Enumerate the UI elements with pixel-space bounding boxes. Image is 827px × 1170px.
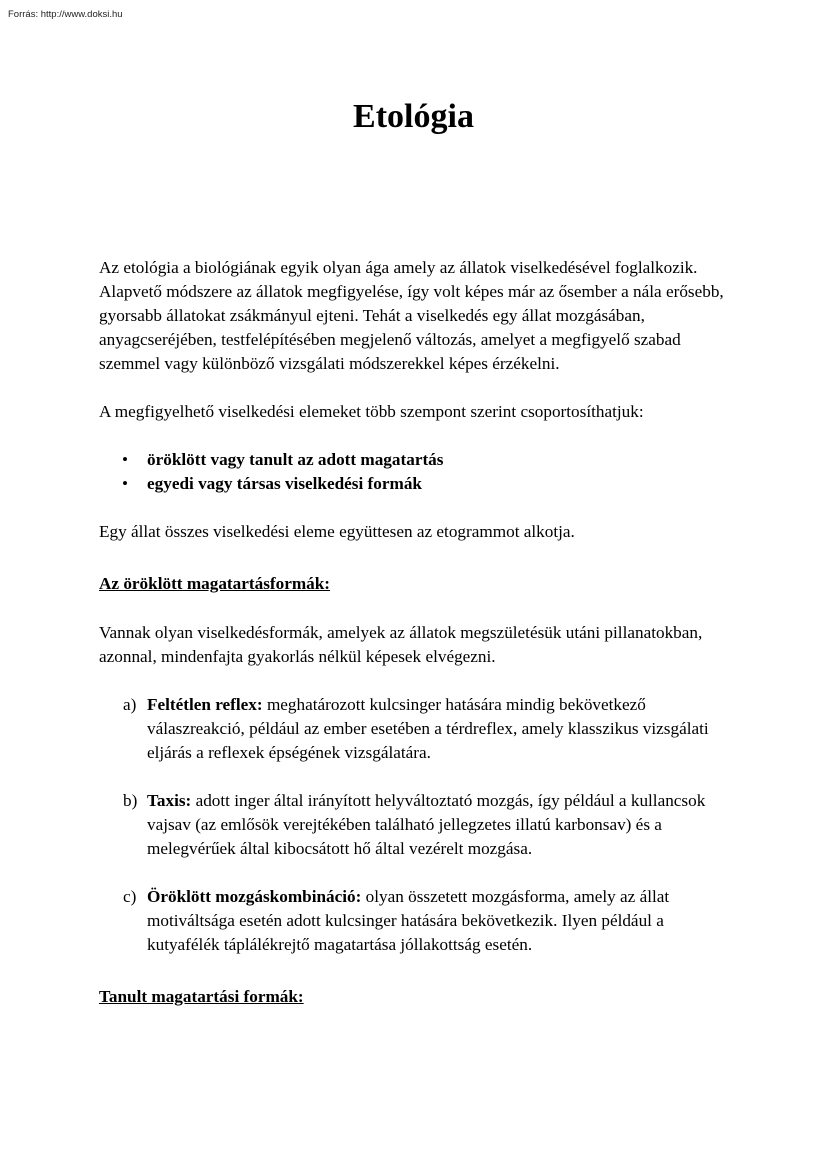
inherited-behaviour-list	[99, 693, 739, 957]
list-item	[99, 693, 739, 765]
list-marker: b)	[123, 791, 138, 810]
document-body	[99, 256, 739, 1009]
section-heading-inherited: Az öröklött magatartásformák:	[99, 574, 331, 593]
definition: olyan összetett mozgásforma, amely az állat motiváltsága esetén adott kulcsinger hatására bekövetkezik. Ilyen például a kutyafélék táplálékrejtő magatartása jóllakottság esetén.	[147, 887, 670, 954]
definition: adott inger által irányított helyváltoztató mozgás, így például a kullancsok vajsav (az emlősök verejtékében található jellegzetes illatú karbonsav) és a melegvérűek által kibocsátott hő által vezérelt mozgása.	[147, 791, 706, 858]
list-item	[99, 885, 739, 957]
term: Öröklött mozgáskombináció:	[147, 887, 362, 906]
intro-paragraph-2: Alapvető módszere az állatok megfigyelése, így volt képes már az ősember a nála erősebb, gyorsabb állatokat zsákmányul ejteni. Tehát a viselkedés egy állat mozgásában, anyagcseréjében, testfelépítésében megjelenő változás, amelyet a megfigyelő szabad szemmel vagy különböző vizsgálati módszerekkel képes érzékelni.	[99, 282, 724, 373]
list-marker: c)	[123, 887, 137, 906]
intro-paragraph-3: A megfigyelhető viselkedési elemeket több szempont szerint csoportosíthatjuk:	[99, 402, 644, 421]
term: Feltétlen reflex:	[147, 695, 263, 714]
list-marker: a)	[123, 695, 137, 714]
intro-paragraph-1: Az etológia a biológiának egyik olyan ága amely az állatok viselkedésével foglalkozik.	[99, 258, 698, 277]
section-heading-learned: Tanult magatartási formák:	[99, 987, 304, 1006]
etogram-paragraph: Egy állat összes viselkedési eleme együttesen az etogrammot alkotja.	[99, 522, 575, 541]
list-item	[99, 789, 739, 861]
list-item: • öröklött vagy tanult az adott magatartás	[99, 448, 739, 472]
term: Taxis:	[147, 791, 192, 810]
page-title: Etológia	[353, 98, 474, 135]
section-intro-paragraph: Vannak olyan viselkedésformák, amelyek az állatok megszületésük utáni pillanatokban, azonnal, mindenfajta gyakorlás nélkül képesek elvégezni.	[99, 623, 703, 666]
list-item: • egyedi vagy társas viselkedési formák	[99, 472, 739, 496]
definition: meghatározott kulcsinger hatására mindig bekövetkező válaszreakció, például az ember esetében a térdreflex, amely klasszikus vizsgálati eljárás a reflexek épségének vizsgálatára.	[147, 695, 709, 762]
grouping-list	[99, 448, 739, 496]
source-note: Forrás: http://www.doksi.hu	[8, 9, 123, 20]
